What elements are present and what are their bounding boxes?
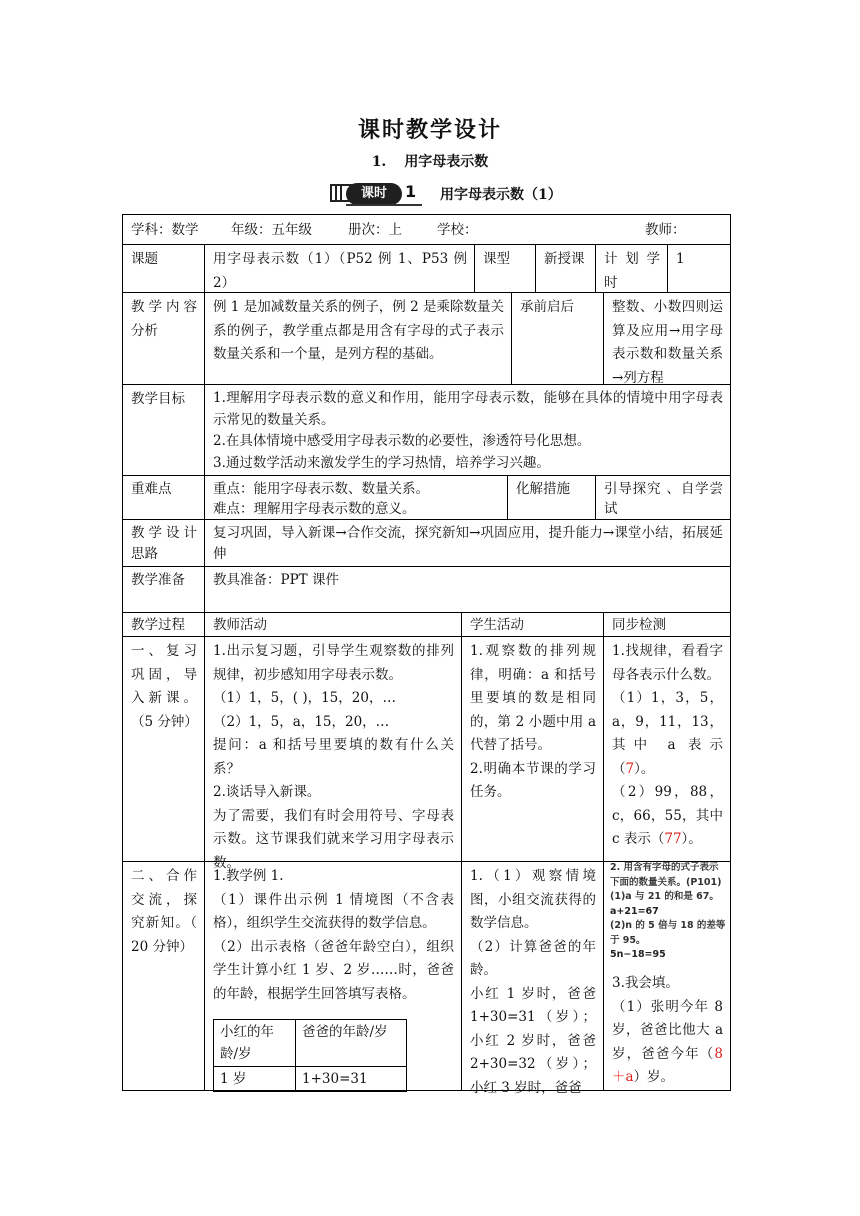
connect-label: 承前启后	[520, 299, 574, 315]
age-table-header: 爸爸的年龄/岁	[296, 1020, 407, 1067]
measure-label: 化解措施	[516, 481, 570, 497]
stage2-teacher	[206, 863, 461, 1018]
page-title: 课时教学设计	[357, 117, 502, 143]
teacher-step: （1）1，5，( )，15，20，…	[213, 690, 396, 706]
lesson-badge-icon	[330, 182, 422, 206]
exercise-answer: 5n−18=95	[610, 949, 666, 960]
teacher-step: 提问：a 和括号里要填的数有什么关系？	[213, 737, 454, 777]
goals-list	[206, 386, 730, 475]
key-points	[206, 477, 507, 519]
prep-label: 教学准备	[131, 572, 185, 588]
student-step: （2）计算爸爸的年龄。	[470, 938, 596, 978]
analysis-value: 例 1 是加减数量关系的例子，例 2 是乘除数量关系的例子，教学重点都是用含有字母的式子表示数量关系和一个量，是列方程的基础。	[213, 299, 504, 362]
prep-value: 教具准备：PPT 课件	[213, 572, 339, 588]
goal-item: 3.通过数学活动来激发学生的学习热情，培养学习兴趣。	[213, 454, 550, 471]
teacher-step: 1.教学例 1.	[213, 868, 284, 884]
type-value: 新授课	[544, 251, 585, 267]
student-step: 1.（1）观察情境图，小组交流获得的数学信息。	[470, 868, 596, 931]
check-q3: 3.我会填。	[612, 975, 679, 991]
analysis-label: 教学内容分析	[131, 299, 197, 339]
student-step: 1.观察数的排列规律，明确：a 和括号里要填的数是相同的，第 2 小题中用 a 代替了括号。	[470, 643, 596, 753]
teacher-label: 教师：	[645, 222, 686, 238]
section-number: 1.	[371, 154, 387, 170]
teacher-step: （1）课件出示例 1 情境图（不含表格），组织学生交流获得的数学信息。	[213, 891, 454, 931]
student-step: 小红 1 岁时，爸爸 1+30=31（岁）；小红 2 岁时，爸爸 2+30=32（岁）；小红 3 岁时，爸爸	[470, 985, 596, 1096]
age-table-header: 小红的年龄/岁	[214, 1020, 296, 1067]
exercise-answer: a+21=67	[610, 905, 659, 917]
measure-value: 引导探究 、自学尝试	[604, 481, 723, 517]
teacher-step: 1.出示复习题，引导学生观察数的排列规律，初步感知用字母表示数。	[213, 643, 454, 683]
answer-3: 8＋a	[612, 1045, 723, 1085]
col-teacher: 教师活动	[213, 617, 267, 633]
check-q2: （2）99，88，c，66，55，其中 c 表示（77）。	[612, 784, 723, 847]
hours-value: 1	[676, 251, 685, 267]
age-table-cell: 1+30=31	[296, 1067, 407, 1092]
col-process: 教学过程	[131, 617, 185, 633]
topic-label: 课题	[131, 251, 158, 267]
lesson-title: 用字母表示数（1）	[440, 187, 562, 203]
badge-text: 课时	[346, 183, 402, 205]
exercise-line: (1)a 与 21 的和是 67。	[610, 891, 719, 902]
section-heading	[0, 151, 860, 171]
goal-item: 1.理解用字母表示数的意义和作用，能用字母表示数，能够在具体的情境中用字母表示常见的数量关系。	[213, 390, 723, 428]
answer-1: 7	[625, 760, 635, 777]
info-row	[124, 216, 730, 244]
answer-2: 77	[664, 831, 682, 847]
design-value: 复习巩固，导入新课→合作交流，探究新知→巩固应用，提升能力→课堂小结，拓展延伸	[213, 525, 723, 562]
stage1-check	[605, 638, 730, 861]
type-label: 课型	[483, 251, 510, 267]
age-table-cell: 1 岁	[214, 1067, 296, 1092]
check-q1: （1）1，3，5，a，9，11，13，其中 a 表示（7）。	[612, 690, 723, 777]
student-step: 2.明确本节课的学习任务。	[470, 760, 596, 800]
design-label: 教学设计思路	[131, 525, 197, 562]
school-label: 学校：	[437, 222, 478, 238]
grade-label: 年级：五年级	[231, 222, 312, 238]
exercise-image	[610, 861, 728, 969]
col-check: 同步检测	[612, 617, 666, 633]
stage1-label: 一、复习巩固，导入新课。（5 分钟）	[131, 643, 198, 730]
col-student: 学生活动	[470, 617, 524, 633]
teacher-step: 为了需要，我们有时会用符号、字母表示数。这节课我们就来学习用字母表示数。	[213, 807, 454, 871]
topic-value: 用字母表示数（1）（P52 例 1、P53 例 2）	[213, 251, 467, 291]
goals-label: 教学目标	[131, 391, 185, 407]
key-point: 重点：能用字母表示数、数量关系。	[213, 481, 429, 497]
connect-value: 整数、小数四则运算及应用→用字母表示数和数量关系→列方程	[612, 299, 723, 386]
age-table	[213, 1019, 407, 1092]
teacher-step: （2）1，5，a，15，20，…	[213, 713, 390, 730]
check-intro: 1.找规律，看看字母各表示什么数。	[612, 643, 723, 683]
stage2-label: 二、合作交流，探究新知。（ 20 分钟）	[131, 868, 197, 955]
hours-label: 计 划 学 时	[604, 251, 660, 291]
lesson-header	[330, 180, 562, 208]
exercise-line: 2. 用含有字母的式子表示下面的数量关系。(P101)	[610, 862, 722, 888]
key-label: 重难点	[131, 481, 172, 497]
exercise-line: (2)n 的 5 倍与 18 的差等于 95。	[610, 920, 726, 946]
teacher-step: （2）出示表格（爸爸年龄空白），组织学生计算小红 1 岁、2 岁……时，爸爸的年龄，根据学生回答填写表格。	[213, 938, 454, 1002]
section-title: 用字母表示数	[404, 154, 489, 170]
teacher-step: 2.谈话导入新课。	[213, 784, 321, 800]
volume-label: 册次：上	[348, 222, 402, 238]
check-q3-1: （1）张明今年 8 岁，爸爸比他大 a 岁，爸爸今年（8＋a）岁。	[612, 998, 723, 1085]
subject-label: 学科：数学	[131, 222, 199, 238]
goal-item: 2.在具体情境中感受用字母表示数的必要性，渗透符号化思想。	[213, 433, 591, 449]
difficulty-point: 难点：理解用字母表示数的意义。	[213, 501, 416, 517]
badge-number: 1	[405, 182, 417, 201]
stage1-teacher	[206, 638, 461, 871]
stage1-student	[463, 638, 603, 861]
stage2-check	[605, 970, 730, 1090]
stage2-student	[463, 863, 603, 1096]
